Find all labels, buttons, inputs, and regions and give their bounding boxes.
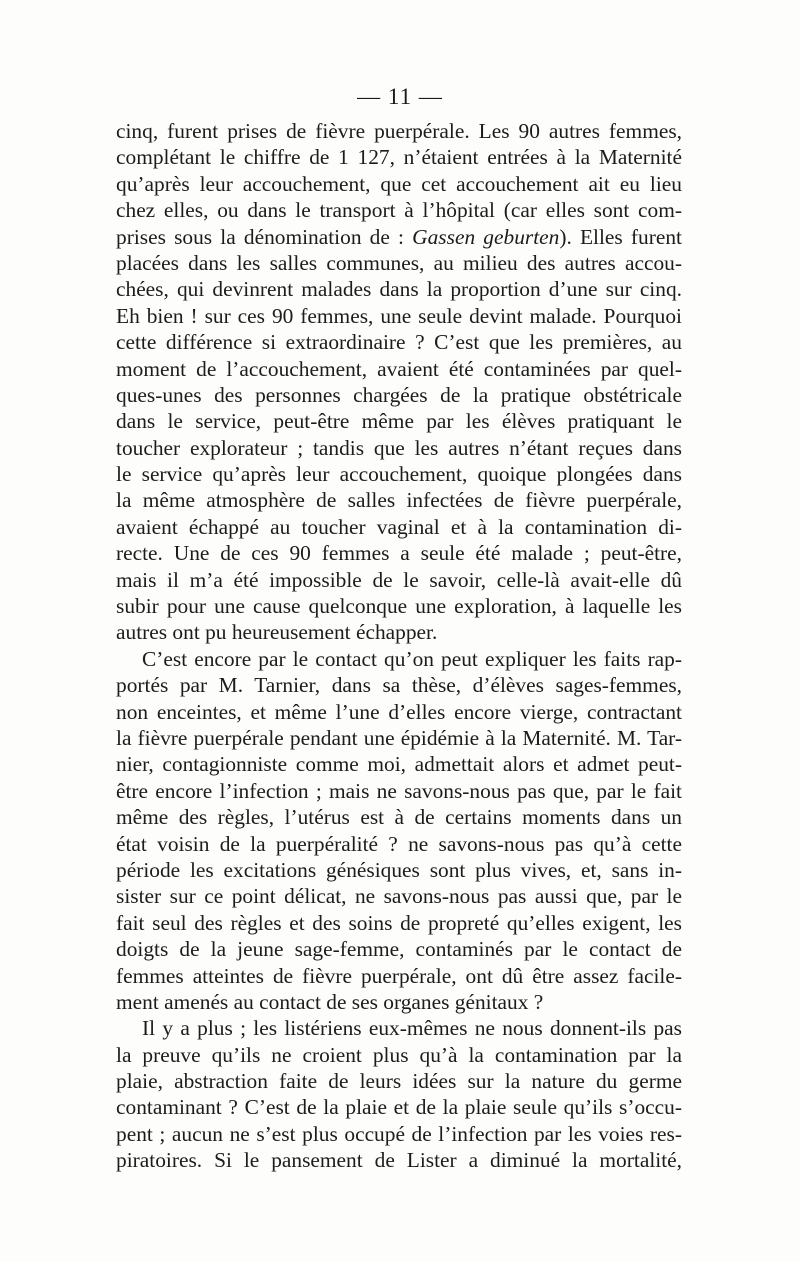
text-line: plaie, abstraction faite de leurs idées sur la nature du germe: [116, 1069, 682, 1094]
text-line: être encore l’infection ; mais ne savons-nous pas que, par le fait: [116, 778, 682, 803]
text-line: avaient échappé au toucher vaginal et à la contamination di-: [116, 514, 682, 539]
italic-term: Gassen geburten: [412, 224, 560, 249]
text-line: non enceintes, et même l’une d’elles encore vierge, contractant: [116, 699, 682, 724]
text-line: ques-unes des personnes chargées de la pratique obstétricale: [116, 382, 682, 407]
text-line: recte. Une de ces 90 femmes a seule été malade ; peut-être,: [116, 541, 682, 566]
text-line: période les excitations génésiques sont plus vives, et, sans in-: [116, 857, 682, 882]
text-line: autres ont pu heureusement échapper.: [116, 620, 438, 645]
text-line: doigts de la jeune sage-femme, contaminés par le contact de: [116, 937, 682, 962]
text-line: la fièvre puerpérale pendant une épidémie à la Maternité. M. Tar-: [116, 725, 682, 750]
text-line: subir pour une cause quelconque une exploration, à laquelle les: [116, 594, 682, 619]
text-line: femmes atteintes de fièvre puerpérale, ont dû être assez facile-: [116, 963, 682, 988]
text-line: la preuve qu’ils ne croient plus qu’à la contamination par la: [116, 1042, 682, 1067]
text-line: fait seul des règles et des soins de propreté qu’elles exigent, les: [116, 910, 682, 935]
text-line: chez elles, ou dans le transport à l’hôpital (car elles sont com-: [116, 198, 682, 223]
text-line: portés par M. Tarnier, dans sa thèse, d’élèves sages-femmes,: [116, 673, 682, 698]
text-line: sister sur ce point délicat, ne savons-nous pas aussi que, par le: [116, 884, 682, 909]
body-text: [116, 118, 682, 1174]
text-line: mais il m’a été impossible de le savoir, celle-là avait-elle dû: [116, 567, 682, 592]
text-line: Eh bien ! sur ces 90 femmes, une seule devint malade. Pourquoi: [116, 303, 682, 328]
text-line: piratoires. Si le pansement de Lister a diminué la mortalité,: [116, 1148, 682, 1173]
text-line: nier, contagionniste comme moi, admettait alors et admet peut-: [116, 752, 682, 777]
text-line: qu’après leur accouchement, que cet accouchement ait eu lieu: [116, 171, 682, 196]
text-line: prises sous la dénomination de : Gassen geburten). Elles furent: [116, 224, 682, 249]
text-line: dans le service, peut-être même par les élèves pratiquant le: [116, 409, 682, 434]
text-line: moment de l’accouchement, avaient été contaminées par quel-: [116, 356, 682, 381]
page-number: — 11 —: [357, 84, 443, 109]
text-line: la même atmosphère de salles infectées de fièvre puerpérale,: [116, 488, 682, 513]
text-line: toucher explorateur ; tandis que les autres n’étant reçues dans: [116, 435, 682, 460]
text-line: complétant le chiffre de 1 127, n’étaient entrées à la Maternité: [116, 145, 682, 170]
text-line: le service qu’après leur accouchement, quoique plongées dans: [116, 462, 682, 487]
text-line: placées dans les salles communes, au milieu des autres accou-: [116, 250, 682, 275]
text-line: cette différence si extraordinaire ? C’est que les premières, au: [116, 330, 682, 355]
text-line: état voisin de la puerpéralité ? ne savons-nous pas qu’à cette: [116, 831, 682, 856]
text-line: ment amenés au contact de ses organes génitaux ?: [116, 989, 544, 1014]
text-line: contaminant ? C’est de la plaie et de la plaie seule qu’ils s’occu-: [116, 1095, 682, 1120]
text-line: chées, qui devinrent malades dans la proportion d’une sur cinq.: [116, 277, 682, 302]
text-line: Il y a plus ; les listériens eux-mêmes ne nous donnent-ils pas: [142, 1016, 682, 1041]
text-line: même des règles, l’utérus est à de certains moments dans un: [116, 805, 682, 830]
text-line: pent ; aucun ne s’est plus occupé de l’infection par les voies res-: [116, 1121, 682, 1146]
text-line: cinq, furent prises de fièvre puerpérale. Les 90 autres femmes,: [116, 119, 682, 143]
text-line: C’est encore par le contact qu’on peut expliquer les faits rap-: [142, 646, 682, 671]
